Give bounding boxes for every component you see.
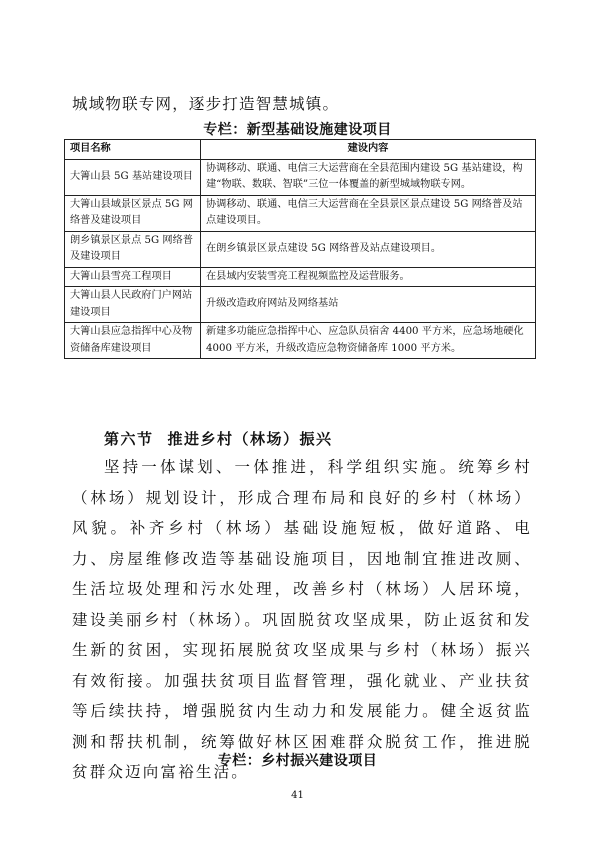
table-row: [65, 159, 536, 195]
table-row: [65, 287, 536, 323]
table-caption-rural-revitalization: 专栏：乡村振兴建设项目: [217, 753, 378, 769]
table-row: [65, 267, 536, 287]
table-row: [65, 231, 536, 267]
project-content-cell: 在县域内安装雪亮工程视频监控及运营服务。: [201, 267, 536, 287]
project-name-cell: 大箐山县 5G 基站建设项目: [65, 159, 201, 195]
intro-line: 城域物联专网，逐步打造智慧城镇。: [72, 95, 340, 113]
table-header-row: [65, 140, 536, 160]
infrastructure-project-table: [64, 139, 536, 359]
project-content-cell: 协调移动、联通、电信三大运营商在全县范围内建设 5G 基站建设，构建“物联、数联、智联”三位一体覆盖的新型城域物联专网。: [201, 159, 536, 195]
project-content-cell: 升级改造政府网站及网络基站: [201, 287, 536, 323]
project-name-cell: 大箐山县应急指挥中心及物资储备库建设项目: [65, 323, 201, 359]
table-row: [65, 323, 536, 359]
project-name-cell: 朗乡镇景区景点 5G 网络普及建设项目: [65, 231, 201, 267]
table-row: [65, 195, 536, 231]
header-construction-content: 建设内容: [201, 140, 536, 160]
section-paragraph: 坚持一体谋划、一体推进，科学组织实施。统筹乡村（林场）规划设计，形成合理布局和良好的乡村（林场）风貌。补齐乡村（林场）基础设施短板，做好道路、电力、房屋维修改造等基础设施项目，因地制宜推进改厕、生活垃圾处理和污水处理，改善乡村（林场）人居环境，建设美丽乡村（林场）。巩固脱贫攻坚成果，防止返贫和发生新的贫困，实现拓展脱贫攻坚成果与乡村（林场）振兴有效衔接。加强扶贫项目监督管理，强化就业、产业扶贫等后续扶持，增强脱贫内生动力和发展能力。健全返贫监测和帮扶机制，统筹做好林区困难群众脱贫工作，推进脱贫群众迈向富裕生活。: [72, 458, 532, 781]
section-number: 第六节: [104, 430, 154, 448]
page-number: 41: [291, 790, 304, 801]
table-caption-infrastructure: 专栏：新型基础设施建设项目: [203, 122, 392, 138]
project-name-cell: 大箐山县雪亮工程项目: [65, 267, 201, 287]
project-name-cell: 大箐山县人民政府门户网站建设项目: [65, 287, 201, 323]
project-content-cell: 协调移动、联通、电信三大运营商在全县景区景点建设 5G 网络普及站点建设项目。: [201, 195, 536, 231]
header-project-name: 项目名称: [65, 140, 201, 160]
project-name-cell: 大箐山县域景区景点 5G 网络普及建设项目: [65, 195, 201, 231]
section-title: 推进乡村（林场）振兴: [167, 430, 333, 448]
section-heading: [104, 428, 333, 449]
project-content-cell: 新建多功能应急指挥中心、应急队员宿舍 4400 平方米，应急场地硬化 4000 平方米，升级改造应急物资储备库 1000 平方米。: [201, 323, 536, 359]
project-content-cell: 在朗乡镇景区景点建设 5G 网络普及站点建设项目。: [201, 231, 536, 267]
